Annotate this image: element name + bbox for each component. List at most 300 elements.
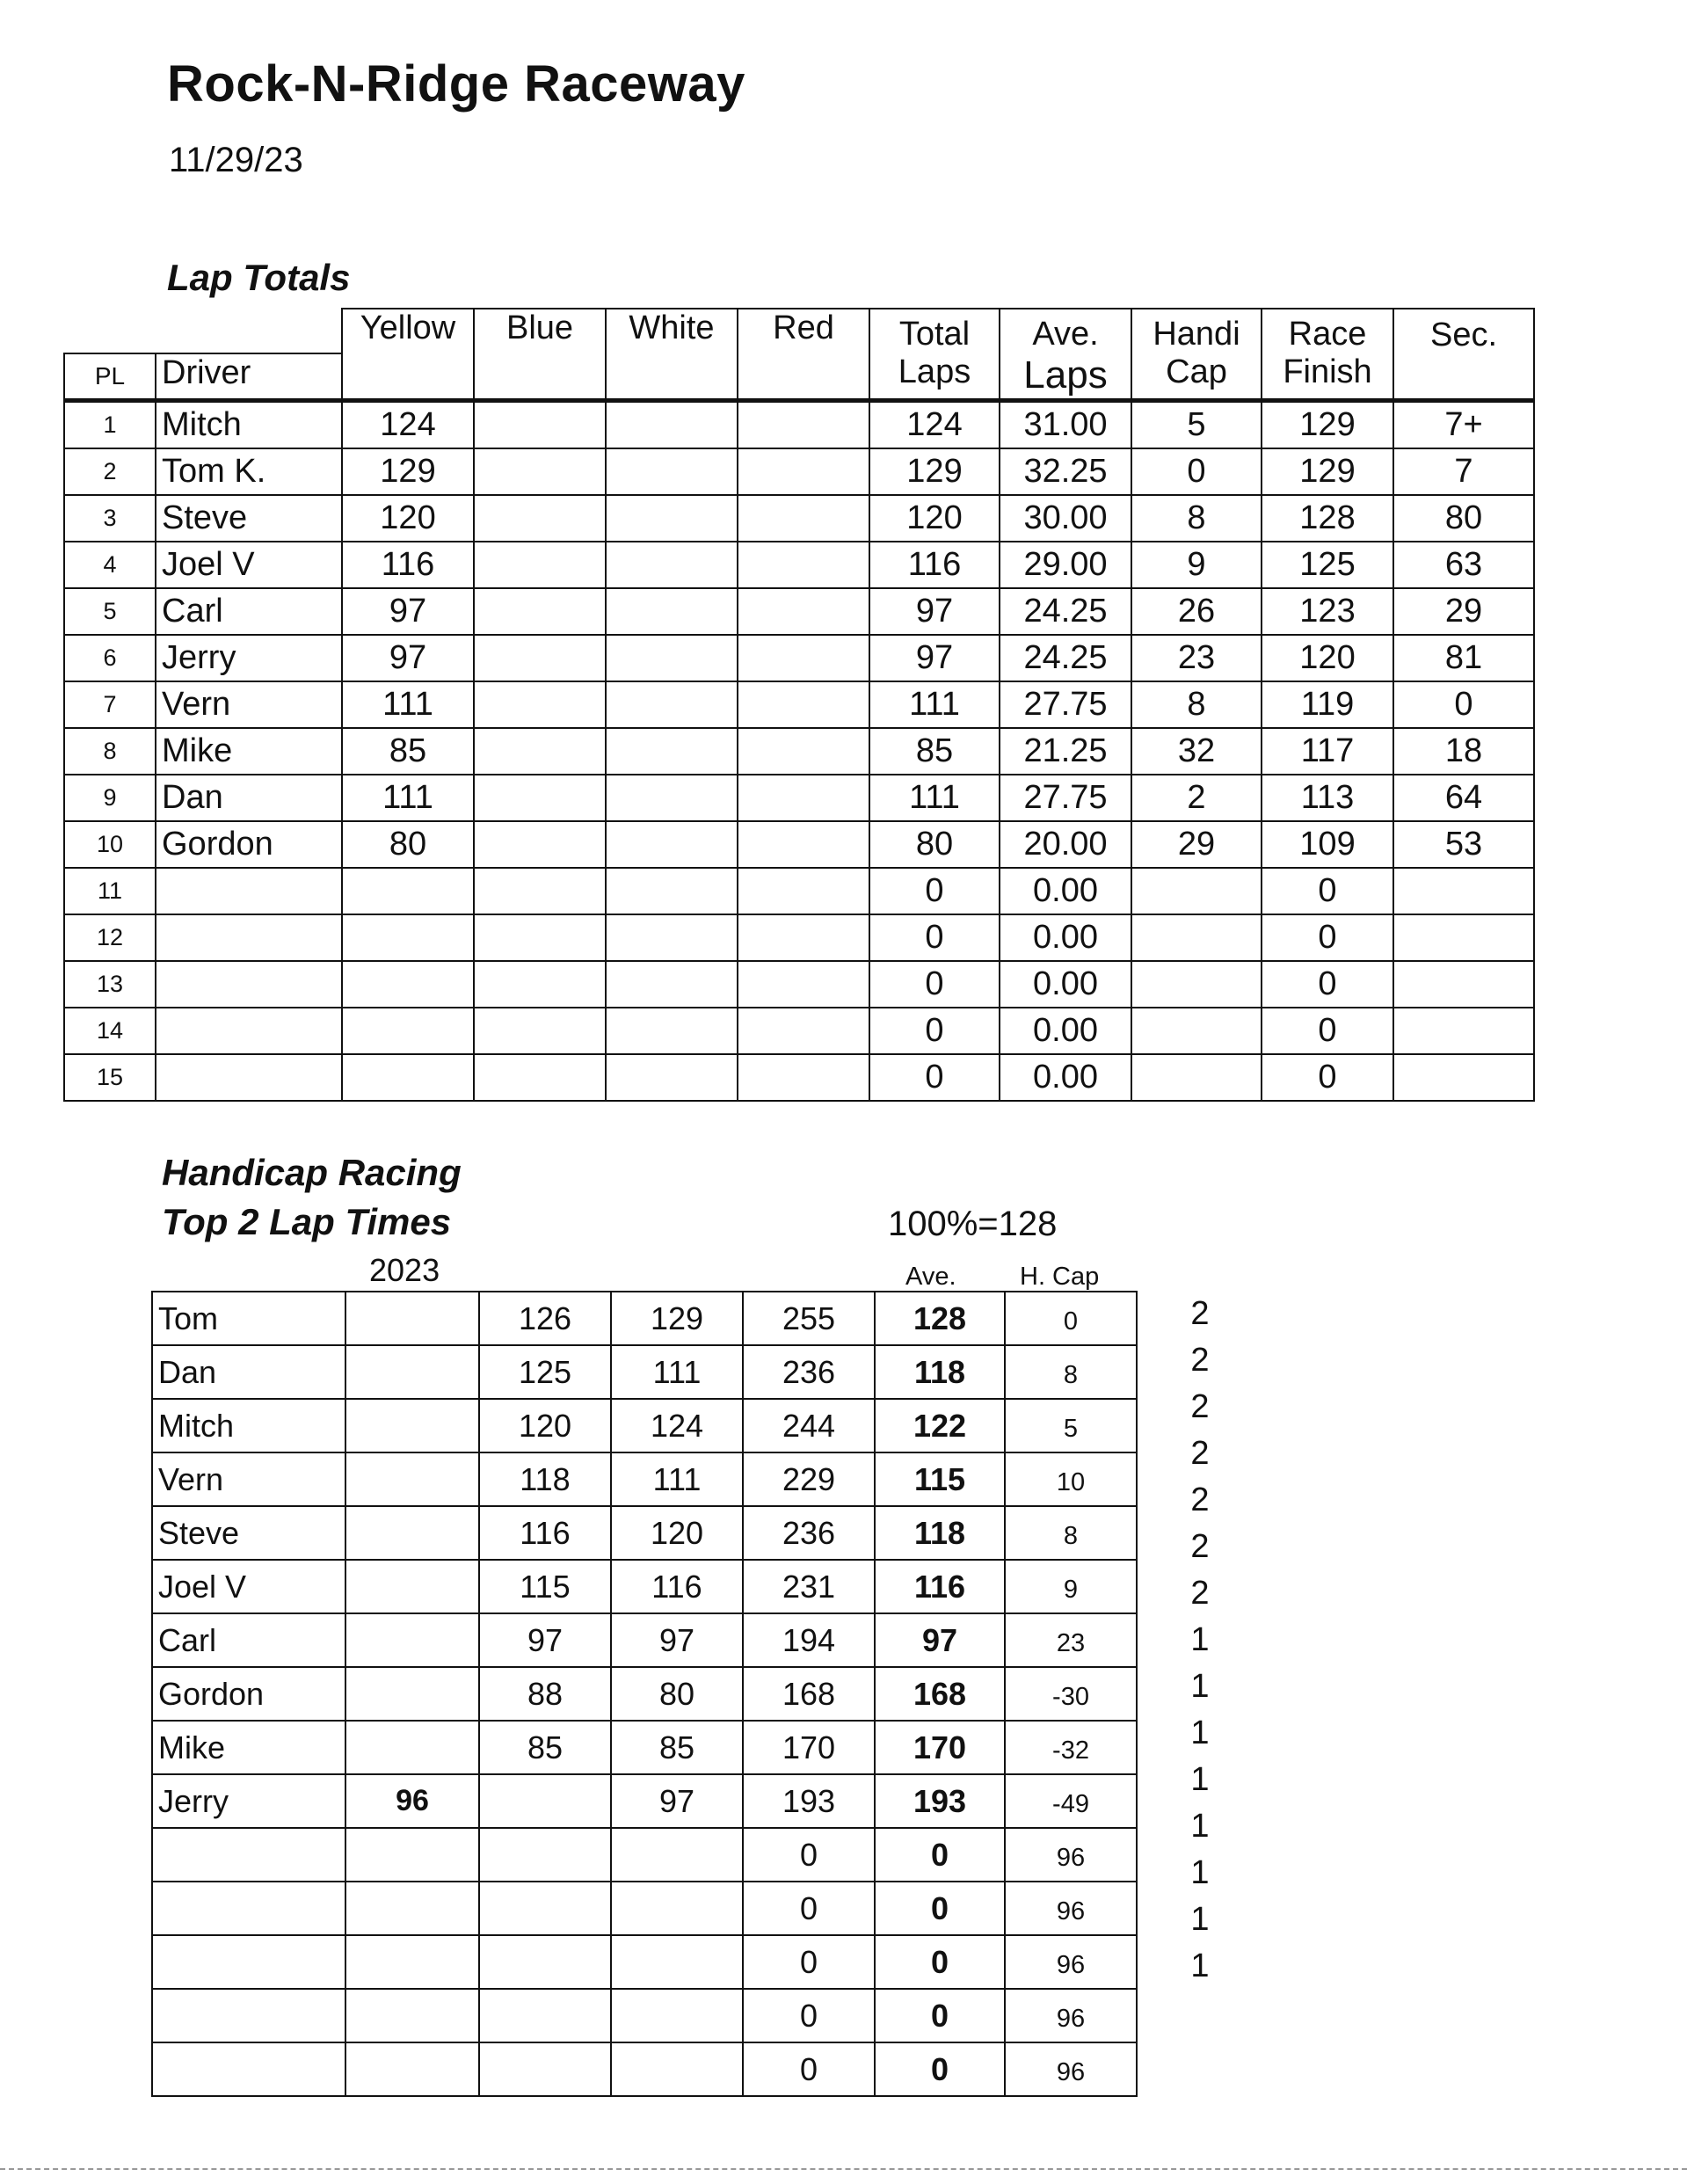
cell-name: Gordon [152,1667,345,1721]
cell-driver: Joel V [156,542,342,588]
handicap-table [151,1291,1138,2097]
cell-hcap: -49 [1005,1774,1137,1828]
cell-ave: 21.25 [1000,728,1131,775]
cell-race-finish: 119 [1262,681,1393,728]
race-count: 2 [1190,1481,1210,1518]
cell-total: 236 [743,1345,875,1399]
cell-race-finish: 0 [1262,1054,1393,1101]
cell-y2023 [345,1989,479,2042]
cell-blue [474,681,606,728]
cell-sec [1393,1054,1534,1101]
cell-lap2 [611,1935,743,1989]
lap-row [64,542,1534,588]
cell-ave: 0.00 [1000,914,1131,961]
cell-hcap: 96 [1005,2042,1137,2096]
cell-name: Mitch [152,1399,345,1452]
handicap-row [152,1935,1137,1989]
cell-race-finish: 117 [1262,728,1393,775]
cell-ave: 0 [875,1828,1005,1882]
lap-row [64,401,1534,449]
cell-yellow: 97 [342,588,474,635]
cell-ave: 31.00 [1000,401,1131,449]
cell-red [738,495,869,542]
cell-red [738,588,869,635]
cell-ave: 20.00 [1000,821,1131,868]
col-total-top: Total [869,309,1000,353]
cell-total: 236 [743,1506,875,1560]
cell-ave: 97 [875,1613,1005,1667]
cell-y2023: 96 [345,1774,479,1828]
cell-total: 0 [743,1828,875,1882]
cell-driver: Tom K. [156,448,342,495]
cell-race-finish: 123 [1262,588,1393,635]
lap-row [64,821,1534,868]
cell-ave: 32.25 [1000,448,1131,495]
cell-white [606,1054,738,1101]
cell-y2023 [345,1935,479,1989]
cell-name: Steve [152,1506,345,1560]
cell-red [738,868,869,914]
cell-ave: 118 [875,1345,1005,1399]
cell-hcap: 96 [1005,1828,1137,1882]
cell-ave: 0.00 [1000,1008,1131,1054]
cell-pl: 4 [64,542,156,588]
cell-white [606,681,738,728]
handicap-row [152,1613,1137,1667]
cell-yellow [342,868,474,914]
race-count-column [1178,1291,1222,1990]
cell-race-finish: 0 [1262,914,1393,961]
cell-lap2: 80 [611,1667,743,1721]
page-title: Rock-N-Ridge Raceway [167,55,745,113]
cell-sec [1393,914,1534,961]
col-hcap: H. Cap [1020,1263,1100,1291]
cell-total: 124 [869,401,1000,449]
cell-handicap [1131,1054,1262,1101]
cell-driver: Jerry [156,635,342,681]
handicap-row [152,1828,1137,1882]
lap-row [64,1008,1534,1054]
cell-blue [474,1008,606,1054]
cell-lap1 [479,1989,611,2042]
cell-handicap [1131,1008,1262,1054]
cell-blue [474,868,606,914]
lap-row [64,495,1534,542]
cell-white [606,1008,738,1054]
cell-yellow [342,961,474,1008]
cell-race-finish: 125 [1262,542,1393,588]
cell-hcap: 8 [1005,1506,1137,1560]
cell-blue [474,495,606,542]
cell-handicap: 26 [1131,588,1262,635]
handicap-row [152,1399,1137,1452]
handicap-row [152,1774,1137,1828]
cell-red [738,401,869,449]
cell-handicap: 32 [1131,728,1262,775]
cell-total: 168 [743,1667,875,1721]
cell-y2023 [345,2042,479,2096]
cell-y2023 [345,1613,479,1667]
cell-driver: Vern [156,681,342,728]
col-race-bottom: Finish [1262,353,1393,401]
cell-pl: 9 [64,775,156,821]
cell-y2023 [345,1292,479,1345]
cell-total: 97 [869,635,1000,681]
cell-sec [1393,961,1534,1008]
cell-ave: 27.75 [1000,681,1131,728]
cell-white [606,542,738,588]
cell-ave: 115 [875,1452,1005,1506]
cell-y2023 [345,1667,479,1721]
cell-name: Joel V [152,1560,345,1613]
cell-total: 116 [869,542,1000,588]
scan-edge-rule [0,2168,1687,2170]
cell-blue [474,401,606,449]
cell-race-finish: 129 [1262,448,1393,495]
cell-lap2: 111 [611,1452,743,1506]
cell-hcap: -32 [1005,1721,1137,1774]
cell-y2023 [345,1882,479,1935]
cell-total: 129 [869,448,1000,495]
lap-row [64,775,1534,821]
cell-driver [156,961,342,1008]
cell-total: 0 [869,914,1000,961]
handicap-row [152,1882,1137,1935]
cell-ave: 193 [875,1774,1005,1828]
cell-lap2: 97 [611,1774,743,1828]
race-count: 2 [1190,1575,1210,1612]
cell-ave: 122 [875,1399,1005,1452]
cell-yellow: 129 [342,448,474,495]
cell-ave: 30.00 [1000,495,1131,542]
cell-lap2 [611,1989,743,2042]
handicap-heading: Handicap Racing [162,1152,462,1193]
cell-name: Tom [152,1292,345,1345]
cell-sec: 64 [1393,775,1534,821]
cell-hcap: -30 [1005,1667,1137,1721]
cell-y2023 [345,1452,479,1506]
cell-driver: Mitch [156,401,342,449]
cell-yellow: 111 [342,775,474,821]
cell-yellow: 97 [342,635,474,681]
cell-yellow: 120 [342,495,474,542]
cell-yellow: 80 [342,821,474,868]
cell-lap1: 115 [479,1560,611,1613]
lap-row [64,588,1534,635]
cell-lap1: 125 [479,1345,611,1399]
cell-lap1 [479,1882,611,1935]
cell-lap2: 124 [611,1399,743,1452]
cell-pl: 11 [64,868,156,914]
cell-total: 229 [743,1452,875,1506]
lap-row [64,635,1534,681]
cell-y2023 [345,1828,479,1882]
cell-total: 0 [743,1882,875,1935]
col-race-top: Race [1262,309,1393,353]
lap-row [64,681,1534,728]
cell-blue [474,914,606,961]
cell-sec: 18 [1393,728,1534,775]
cell-white [606,588,738,635]
col-yellow: Yellow [342,309,474,401]
cell-pl: 7 [64,681,156,728]
race-count: 1 [1190,1854,1210,1891]
cell-ave: 27.75 [1000,775,1131,821]
cell-y2023 [345,1721,479,1774]
cell-pl: 2 [64,448,156,495]
race-count: 2 [1190,1295,1210,1332]
cell-race-finish: 0 [1262,1008,1393,1054]
cell-red [738,1054,869,1101]
cell-ave: 170 [875,1721,1005,1774]
cell-lap2: 116 [611,1560,743,1613]
cell-total: 255 [743,1292,875,1345]
race-date: 11/29/23 [169,141,303,179]
col-white: White [606,309,738,401]
cell-ave: 0 [875,1882,1005,1935]
race-count: 1 [1190,1761,1210,1798]
cell-blue [474,821,606,868]
cell-pl: 13 [64,961,156,1008]
cell-handicap: 9 [1131,542,1262,588]
cell-lap1: 116 [479,1506,611,1560]
col-blue: Blue [474,309,606,401]
cell-total: 0 [743,1989,875,2042]
cell-white [606,635,738,681]
cell-name [152,1828,345,1882]
race-count: 1 [1190,1668,1210,1705]
cell-name [152,1882,345,1935]
col-pl: PL [64,353,156,401]
cell-white [606,728,738,775]
cell-red [738,961,869,1008]
race-count: 1 [1190,1947,1210,1984]
cell-total: 193 [743,1774,875,1828]
cell-lap2 [611,1882,743,1935]
cell-red [738,635,869,681]
lap-row [64,728,1534,775]
cell-yellow: 124 [342,401,474,449]
cell-hcap: 8 [1005,1345,1137,1399]
cell-sec [1393,1008,1534,1054]
cell-lap1 [479,1935,611,1989]
cell-sec: 7 [1393,448,1534,495]
cell-blue [474,961,606,1008]
cell-total: 231 [743,1560,875,1613]
cell-pl: 1 [64,401,156,449]
cell-total: 120 [869,495,1000,542]
cell-sec [1393,868,1534,914]
cell-lap1: 85 [479,1721,611,1774]
cell-blue [474,448,606,495]
cell-sec: 63 [1393,542,1534,588]
handicap-row [152,1560,1137,1613]
col-ave: Ave. [905,1263,956,1291]
cell-total: 97 [869,588,1000,635]
cell-ave: 116 [875,1560,1005,1613]
cell-blue [474,635,606,681]
handicap-row [152,1667,1137,1721]
cell-yellow: 85 [342,728,474,775]
cell-lap2 [611,2042,743,2096]
cell-hcap: 96 [1005,1882,1137,1935]
cell-white [606,448,738,495]
cell-total: 111 [869,681,1000,728]
cell-handicap [1131,868,1262,914]
cell-yellow: 111 [342,681,474,728]
handicap-row [152,1989,1137,2042]
cell-sec: 53 [1393,821,1534,868]
cell-total: 0 [869,1054,1000,1101]
col-red: Red [738,309,869,401]
lap-totals-heading: Lap Totals [167,257,351,298]
cell-race-finish: 109 [1262,821,1393,868]
cell-ave: 0 [875,1989,1005,2042]
cell-name [152,2042,345,2096]
lap-totals-table [63,308,1535,1102]
cell-lap1: 118 [479,1452,611,1506]
cell-pl: 10 [64,821,156,868]
cell-red [738,821,869,868]
cell-lap2: 111 [611,1345,743,1399]
lap-row [64,448,1534,495]
cell-blue [474,588,606,635]
cell-pl: 15 [64,1054,156,1101]
race-count: 2 [1190,1435,1210,1472]
cell-driver [156,1008,342,1054]
cell-handicap: 5 [1131,401,1262,449]
cell-race-finish: 120 [1262,635,1393,681]
cell-pl: 8 [64,728,156,775]
handicap-row [152,1452,1137,1506]
race-count: 2 [1190,1528,1210,1565]
cell-pl: 14 [64,1008,156,1054]
cell-red [738,775,869,821]
cell-red [738,914,869,961]
cell-race-finish: 128 [1262,495,1393,542]
race-count: 1 [1190,1901,1210,1938]
race-count: 1 [1190,1714,1210,1751]
cell-ave: 0.00 [1000,1054,1131,1101]
cell-blue [474,542,606,588]
cell-white [606,495,738,542]
cell-handicap: 8 [1131,681,1262,728]
cell-name [152,1989,345,2042]
cell-ave: 0 [875,1935,1005,1989]
race-count: 1 [1190,1808,1210,1845]
handicap-row [152,1721,1137,1774]
cell-lap1 [479,1828,611,1882]
cell-driver: Gordon [156,821,342,868]
cell-lap1 [479,2042,611,2096]
cell-pl: 3 [64,495,156,542]
col-ave-top: Ave. [1000,309,1131,353]
cell-pl: 5 [64,588,156,635]
cell-yellow [342,1054,474,1101]
col-handi-bottom: Cap [1131,353,1262,401]
cell-handicap: 0 [1131,448,1262,495]
cell-y2023 [345,1560,479,1613]
cell-lap2: 85 [611,1721,743,1774]
cell-red [738,681,869,728]
handicap-row [152,2042,1137,2096]
col-2023: 2023 [369,1252,440,1288]
cell-ave: 24.25 [1000,635,1131,681]
cell-race-finish: 129 [1262,401,1393,449]
cell-handicap [1131,914,1262,961]
cell-name: Dan [152,1345,345,1399]
cell-y2023 [345,1345,479,1399]
cell-white [606,775,738,821]
cell-name: Jerry [152,1774,345,1828]
cell-hcap: 9 [1005,1560,1137,1613]
cell-total: 80 [869,821,1000,868]
cell-white [606,961,738,1008]
cell-handicap [1131,961,1262,1008]
race-count: 1 [1190,1621,1210,1658]
col-total-bottom: Laps [869,353,1000,401]
cell-pl: 6 [64,635,156,681]
cell-lap2: 129 [611,1292,743,1345]
cell-lap1: 120 [479,1399,611,1452]
cell-total: 0 [869,868,1000,914]
cell-total: 0 [743,1935,875,1989]
cell-handicap: 8 [1131,495,1262,542]
cell-y2023 [345,1506,479,1560]
cell-total: 170 [743,1721,875,1774]
top-lap-times-heading: Top 2 Lap Times [162,1201,452,1242]
cell-ave: 168 [875,1667,1005,1721]
cell-total: 0 [743,2042,875,2096]
race-count: 2 [1190,1388,1210,1425]
cell-red [738,1008,869,1054]
cell-handicap: 23 [1131,635,1262,681]
lap-row [64,1054,1534,1101]
cell-lap1: 88 [479,1667,611,1721]
cell-ave: 118 [875,1506,1005,1560]
cell-ave: 24.25 [1000,588,1131,635]
cell-driver: Steve [156,495,342,542]
col-ave-bottom: Laps [1000,353,1131,401]
col-handi-top: Handi [1131,309,1262,353]
cell-hcap: 96 [1005,1935,1137,1989]
handicap-row [152,1345,1137,1399]
header-blank [64,309,342,353]
handicap-row [152,1292,1137,1345]
cell-sec: 81 [1393,635,1534,681]
cell-hcap: 5 [1005,1399,1137,1452]
cell-yellow [342,914,474,961]
cell-blue [474,1054,606,1101]
cell-name: Vern [152,1452,345,1506]
cell-total: 244 [743,1399,875,1452]
handicap-row [152,1506,1137,1560]
lap-row [64,914,1534,961]
cell-sec: 7+ [1393,401,1534,449]
cell-race-finish: 0 [1262,961,1393,1008]
cell-sec: 29 [1393,588,1534,635]
cell-name [152,1935,345,1989]
race-count: 2 [1190,1342,1210,1379]
cell-white [606,868,738,914]
cell-ave: 29.00 [1000,542,1131,588]
cell-lap1 [479,1774,611,1828]
cell-driver [156,1054,342,1101]
cell-red [738,448,869,495]
cell-red [738,542,869,588]
cell-name: Mike [152,1721,345,1774]
col-driver: Driver [156,353,342,401]
